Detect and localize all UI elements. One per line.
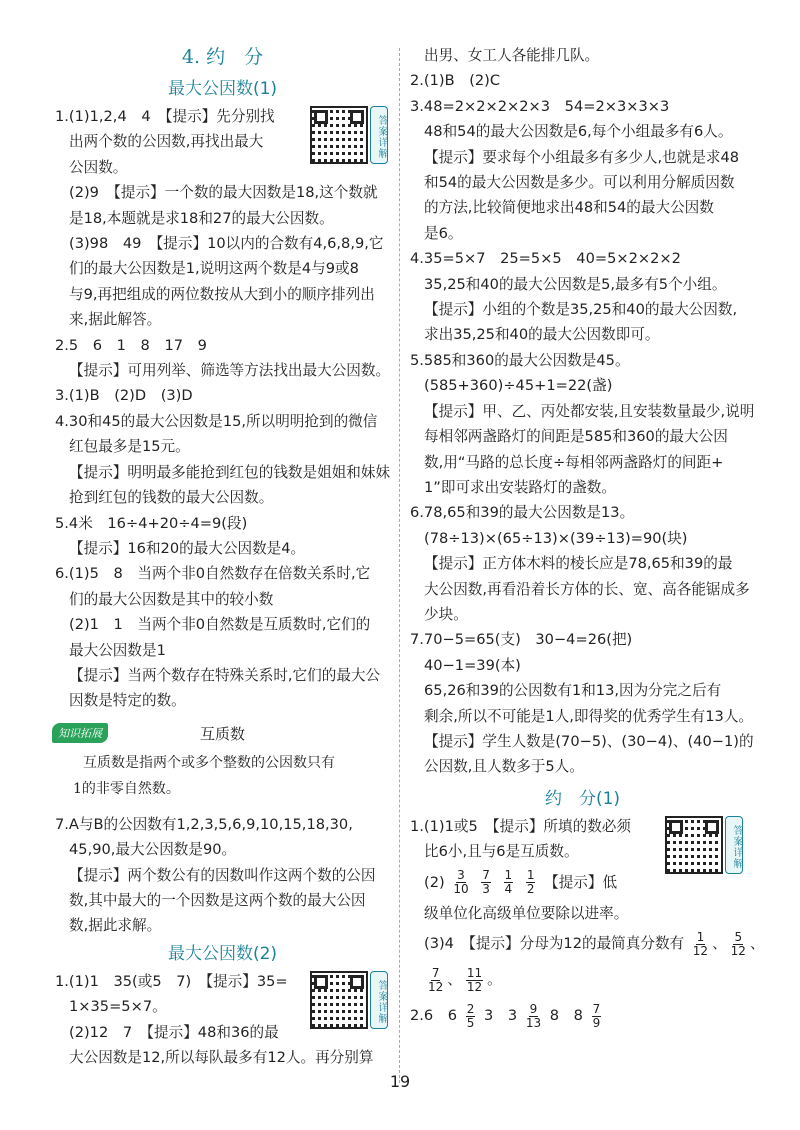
answer-line: (2)9 【提示】一个数的最大因数是18,这个数就 [69, 184, 378, 202]
section-title: 4. 约 分 [181, 46, 264, 68]
answer-line: 是18,本题就是求18和27的最大公因数。 [69, 209, 334, 227]
hint-line: 数,据此求解。 [69, 917, 162, 935]
hint-line: 公因数,且人数多于5人。 [424, 758, 584, 776]
answer-line: 1.(1)1或5 【提示】所填的数必须 [410, 817, 631, 835]
hint-line: 【提示】甲、乙、丙处都安装,且安装数量最少,说明 [424, 402, 755, 420]
answer-line-fractions: $\frac{7}{12}$ 、 $\frac{11}{12}$ 。 [428, 965, 502, 994]
hint-line: 级单位化高级单位要除以进率。 [424, 904, 629, 922]
answer-line: 来,据此解答。 [69, 311, 162, 329]
answer-line: 5.585和360的最大公因数是45。 [410, 351, 630, 369]
answer-line: 35,25和40的最大公因数是5,最多有5个小组。 [424, 275, 727, 293]
answer-line-fractions: (3)4 【提示】分母为12的最简真分数有 $\frac{1}{12}$ 、 $\frac{5}{12}$ 、 [424, 929, 765, 958]
answer-text: 2.6 6 [410, 1007, 458, 1024]
page-number: 19 [389, 1072, 411, 1091]
answer-text: 8 8 [549, 1007, 583, 1024]
answer-detail-tag: 答案详解 [725, 816, 743, 874]
hint-line: 每相邻两盏路灯的间距是585和360的最大公因 [424, 428, 728, 446]
hint-line: 【提示】要求每个小组最多有多少人,也就是求48 [424, 148, 740, 166]
answer-line: 大公因数是12,所以每队最多有12人。再分别算 [69, 1049, 374, 1066]
knowledge-text: 1的非零自然数。 [73, 780, 180, 797]
answer-line: 1.(1)1,2,4 4 【提示】先分别找 [55, 108, 275, 125]
answer-line: 红包最多是15元。 [69, 438, 190, 456]
hint-line: 求出35,25和40的最大公因数即可。 [424, 326, 660, 344]
column-divider [399, 48, 400, 1083]
fraction: $\frac{7}{9}$ [592, 1001, 601, 1030]
fraction: $\frac{3}{10}$ [453, 868, 469, 897]
fraction: $\frac{1}{4}$ [504, 868, 513, 897]
hint-line: 【提示】正方体木料的棱长应是78,65和39的最 [424, 555, 733, 573]
answer-line: 出两个数的公因数,再找出最大 [69, 133, 264, 151]
answer-line: 7.A与B的公因数有1,2,3,5,6,9,10,15,18,30, [55, 815, 353, 833]
hint-line: 【提示】当两个数存在特殊关系时,它们的最大公 [69, 666, 381, 684]
hint-line: 大公因数,再看沿着长方体的长、宽、高各能锯成多 [424, 580, 750, 598]
hint-line: 【提示】可用列举、筛选等方法找出最大公因数。 [69, 362, 391, 380]
fraction: $\frac{11}{12}$ [466, 965, 483, 994]
answer-detail-tag: 答案详解 [370, 106, 388, 164]
answer-line: 公因数。 [69, 158, 128, 176]
answer-line: 剩余,所以不可能是1人,即得奖的优秀学生有13人。 [424, 707, 754, 725]
answer-line: 们的最大公因数是其中的较小数 [69, 590, 274, 608]
hint-line: 【提示】16和20的最大公因数是4。 [69, 539, 306, 557]
hint-line: 数,其中最大的一个因数是这两个数的最大公因 [69, 891, 366, 909]
answer-line-fractions [410, 865, 755, 901]
answer-line: 4.30和45的最大公因数是15,所以明明抢到的微信 [55, 412, 378, 430]
answer-line: 与9,再把组成的两位数按从大到小的顺序排列出 [69, 285, 375, 303]
answer-line: 比6小,且与6是互质数。 [424, 843, 579, 861]
left-column [55, 40, 390, 1070]
answer-line: (585+360)÷45+1=22(盏) [424, 377, 613, 395]
hint-line: 少块。 [424, 605, 468, 623]
knowledge-badge: 知识拓展 [52, 723, 108, 743]
answer-line: (78÷13)×(65÷13)×(39÷13)=90(块) [424, 529, 688, 547]
answer-line: 1.(1)1 35(或5 7) 【提示】35= [55, 972, 288, 990]
answer-line: (2)1 1 当两个非0自然数是互质数时,它们的 [69, 616, 371, 634]
answer-line: (2)12 7 【提示】48和36的最 [69, 1023, 279, 1041]
subsection-title-1: 最大公因数(1) [167, 79, 278, 99]
answer-line: 2.(1)B (2)C [410, 72, 501, 90]
knowledge-text: 互质数是指两个或多个整数的公因数只有 [55, 754, 335, 771]
answer-line: 出男、女工人各能排几队。 [424, 47, 600, 64]
answer-prefix: (2) [424, 873, 445, 891]
answer-line: 4.35=5×7 25=5×5 40=5×2×2×2 [410, 250, 681, 268]
fraction: $\frac{5}{12}$ [730, 929, 746, 958]
answer-line: 最大公因数是1 [69, 641, 166, 659]
hint-line: 的方法,比较简便地求出48和54的最大公因数 [424, 199, 714, 217]
knowledge-extension [55, 720, 390, 750]
fraction: $\frac{7}{3}$ [482, 868, 490, 897]
answer-line: 6.78,65和39的最大公因数是13。 [410, 504, 635, 522]
answer-line: 45,90,最大公因数是90。 [69, 841, 237, 859]
answer-line-fractions [410, 998, 755, 1034]
answer-line: (3)98 49 【提示】10以内的合数有4,6,8,9,它 [69, 235, 384, 253]
answer-line: 48和54的最大公因数是6,每个小组最多有6人。 [424, 123, 733, 141]
hint-line: 因数是特定的数。 [69, 692, 186, 710]
hint-text: (3)4 【提示】分母为12的最简真分数有 [424, 935, 685, 952]
hint-line: 抢到红包的钱数的最大公因数。 [69, 489, 274, 507]
answer-line: 1×35=5×7。 [69, 998, 167, 1016]
fraction: $\frac{9}{13}$ [525, 1001, 542, 1030]
fraction: $\frac{2}{5}$ [466, 1001, 475, 1030]
hint-line: 【提示】小组的个数是35,25和40的最大公因数, [424, 301, 738, 319]
hint-line: 数,用“马路的总长度÷每相邻两盏路灯的间距+ [424, 453, 724, 471]
answer-line: 6.(1)5 8 当两个非0自然数存在倍数关系时,它 [55, 565, 371, 583]
answer-text: 3 3 [484, 1007, 518, 1024]
answer-line: 40−1=39(本) [424, 656, 521, 674]
fraction: $\frac{1}{12}$ [692, 929, 709, 958]
subsection-title-2: 最大公因数(2) [167, 943, 278, 964]
hint-line: 【提示】明明最多能抢到红包的钱数是姐姐和妹妹 [69, 463, 391, 481]
answer-line: 们的最大公因数是1,说明这两个数是4与9或8 [69, 260, 359, 278]
hint-line: 【提示】学生人数是(70−5)、(30−4)、(40−1)的 [424, 732, 754, 750]
answer-line: 3.48=2×2×2×2×3 54=2×3×3×3 [410, 97, 670, 115]
answer-line: 3.(1)B (2)D (3)D [55, 387, 193, 405]
answer-line: 7.70−5=65(支) 30−4=26(把) [410, 631, 633, 649]
answer-detail-tag: 答案详解 [370, 971, 388, 1029]
fraction: $\frac{1}{2}$ [526, 868, 535, 897]
knowledge-title: 互质数 [199, 724, 245, 743]
answer-line: 65,26和39的公因数有1和13,因为分完之后有 [424, 682, 722, 700]
subsection-title-3: 约 分(1) [544, 788, 621, 809]
answer-line: 5.4米 16÷4+20÷4=9(段) [55, 514, 248, 532]
hint-line: 1”即可求出安装路灯的盏数。 [424, 478, 616, 496]
hint-line: 【提示】两个数公有的因数叫作这两个数的公因 [69, 866, 376, 884]
right-column [410, 43, 765, 1034]
hint-line: 是6。 [424, 224, 463, 242]
answer-line: 2.5 6 1 8 17 9 [55, 336, 207, 354]
hint-text: 【提示】低 [544, 873, 618, 891]
hint-line: 和54的最大公因数是多少。可以利用分解质因数 [424, 174, 735, 192]
fraction: $\frac{7}{12}$ [428, 965, 444, 994]
